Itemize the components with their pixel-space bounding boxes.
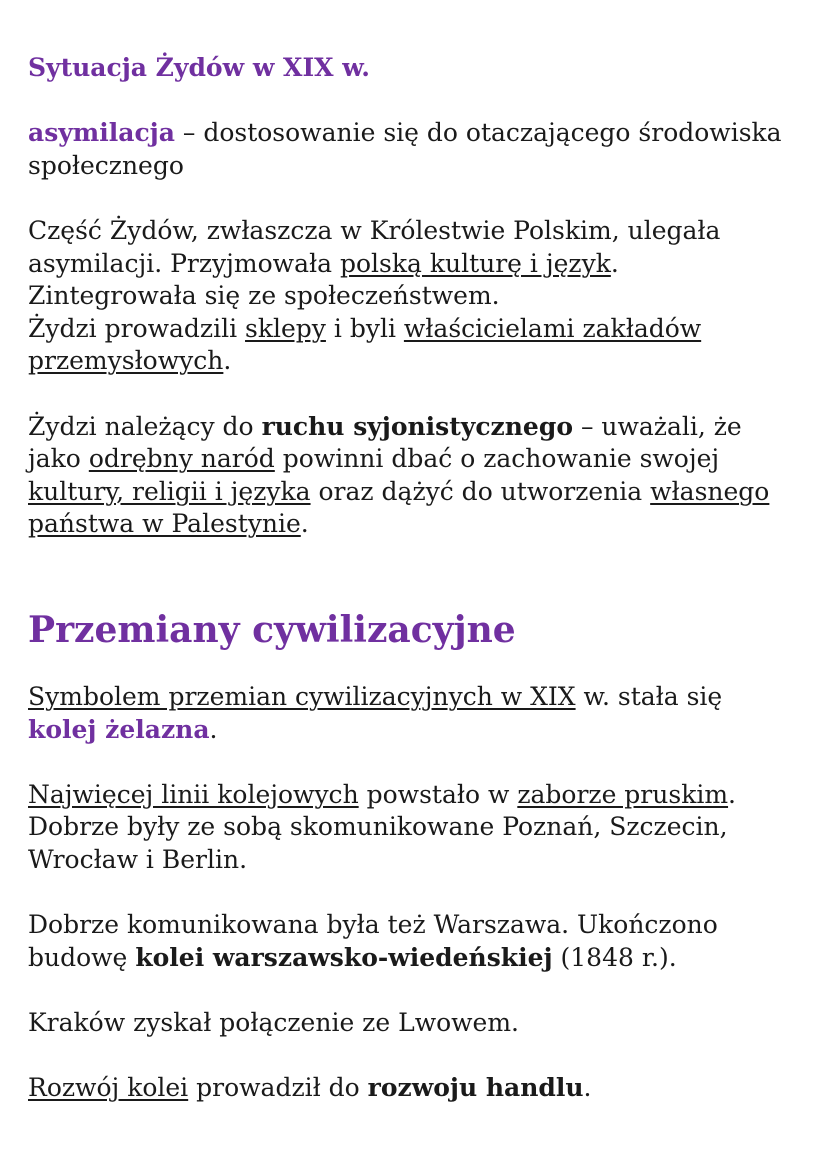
text-span: prowadził do — [188, 1073, 368, 1103]
text-span: . — [583, 1073, 592, 1103]
text-span: – uważali, że jako — [28, 411, 742, 474]
paragraph-trade — [28, 1072, 788, 1105]
underlined-phrase: odrębny naród — [88, 444, 275, 474]
paragraph-prussian-railways — [28, 779, 788, 877]
accent-phrase: kolej żelazna — [28, 714, 210, 744]
term-assimilation: asymilacja — [28, 118, 175, 148]
text-span: Część Żydów, zwłaszcza w Królestwie Polskim, ulegała asymilacji. Przyjmowała — [28, 215, 721, 278]
text-span: Żydzi należący do — [28, 411, 262, 441]
paragraph-assimilation — [28, 215, 788, 378]
underlined-phrase: sklepy — [245, 313, 326, 343]
text-span: Żydzi prowadzili — [28, 313, 246, 343]
paragraph-railway-symbol — [28, 681, 788, 746]
text-span: (1848 r.). — [552, 942, 677, 972]
paragraph-warsaw — [28, 909, 788, 974]
underlined-phrase: Symbolem przemian cywilizacyjnych w XIX — [28, 681, 576, 711]
underlined-phrase: właścicielami zakładów przemysłowych — [28, 313, 702, 376]
definition-text: – dostosowanie się do otaczającego środowiska społecznego — [28, 118, 782, 180]
underlined-phrase: własnego państwa w Palestynie — [28, 476, 770, 539]
section-title-jews: Sytuacja Żydów w XIX w. — [28, 53, 370, 82]
text-span: w. stała się — [575, 681, 723, 711]
text-span: Dobrze komunikowana była też Warszawa. Ukończono budowę — [28, 910, 718, 972]
text-span: powstało w — [358, 779, 518, 809]
text-span: . Zintegrowała się ze społeczeństwem. — [28, 248, 619, 311]
text-span: Kraków zyskał połączenie ze Lwowem. — [28, 1007, 519, 1037]
definition-assimilation — [28, 117, 788, 182]
text-span: . — [223, 346, 232, 376]
underlined-phrase: polską kulturę i język — [339, 248, 611, 278]
text-span: . Dobrze były ze sobą skomunikowane Poznań, Szczecin, Wrocław i Berlin. — [28, 779, 736, 874]
underlined-phrase: zaborze pruskim — [517, 779, 729, 809]
text-span: powinni dbać o zachowanie swojej — [274, 444, 720, 474]
bold-phrase: ruchu syjonistycznego — [261, 411, 573, 441]
underlined-phrase: Najwięcej linii kolejowych — [28, 779, 359, 809]
bold-phrase: kolei warszawsko-wiedeńskiej — [135, 942, 553, 972]
text-span: . — [300, 509, 309, 539]
text-span: . — [209, 714, 218, 744]
text-span: oraz dążyć do utworzenia — [310, 476, 651, 506]
text-span: i byli — [325, 313, 404, 343]
paragraph-zionism — [28, 411, 788, 541]
bold-phrase: rozwoju handlu — [367, 1073, 584, 1103]
section-title-civilization: Przemiany cywilizacyjne — [28, 608, 516, 651]
underlined-phrase: kultury, religii i języka — [28, 476, 311, 506]
paragraph-krakow — [28, 1007, 788, 1040]
underlined-phrase: Rozwój kolei — [28, 1073, 189, 1103]
